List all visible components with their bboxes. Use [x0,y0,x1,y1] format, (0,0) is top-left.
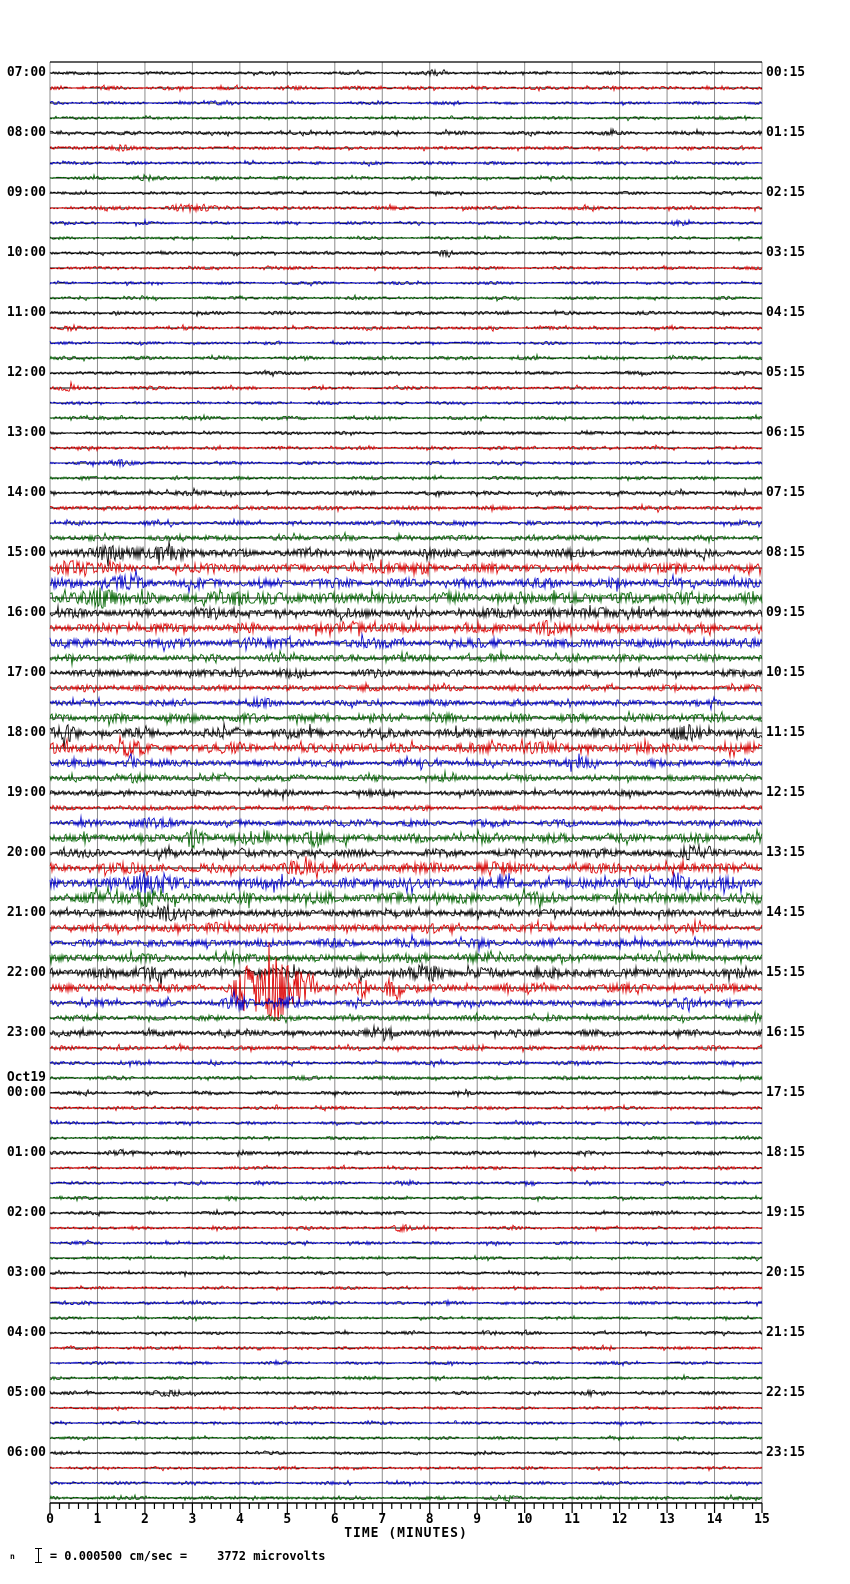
pdt-hour-label: 11:15 [766,725,806,740]
x-axis-tick-label: 2 [141,1512,149,1527]
utc-hour-label: 07:00 [6,65,46,80]
utc-date-rollover-label: Oct19 [6,1070,46,1085]
pdt-hour-label: 21:15 [766,1325,806,1340]
footer-microvolts-text: 3772 microvolts [217,1548,326,1563]
pdt-hour-label: 12:15 [766,785,806,800]
footer-scale-bar-icon [35,1548,42,1563]
x-axis-tick-label: 7 [378,1512,387,1527]
utc-hour-label: 09:00 [6,185,46,200]
utc-hour-label: 15:00 [6,545,46,560]
pdt-hour-label: 06:15 [766,425,806,440]
pdt-hour-label: 16:15 [766,1025,806,1040]
x-axis-tick-label: 3 [188,1512,197,1527]
utc-hour-label: 19:00 [6,785,46,800]
utc-hour-label: 03:00 [6,1265,46,1280]
x-axis-tick-label: 6 [330,1512,339,1527]
x-axis-tick-label: 11 [564,1512,580,1527]
x-axis-tick-label: 0 [46,1512,54,1527]
x-axis-tick-label: 8 [425,1512,434,1527]
footer-scale-text: = 0.000500 cm/sec = [49,1548,188,1563]
utc-hour-label: 22:00 [6,965,46,980]
utc-hour-label: 23:00 [6,1025,46,1040]
x-axis-tick-label: 10 [516,1512,533,1527]
pdt-hour-label: 14:15 [766,905,806,920]
pdt-hour-label: 01:15 [766,125,806,140]
pdt-hour-label: 02:15 [766,185,806,200]
footer-prefix-glyph: n [10,1552,15,1561]
x-axis-tick-label: 15 [754,1512,770,1527]
pdt-hour-label: 07:15 [766,485,806,500]
pdt-hour-label: 23:15 [766,1445,806,1460]
x-axis-tick-label: 14 [706,1512,723,1527]
pdt-hour-label: 08:15 [766,545,806,560]
pdt-hour-label: 22:15 [766,1385,806,1400]
utc-hour-label: 11:00 [6,305,46,320]
utc-hour-label: 00:00 [6,1085,46,1100]
utc-hour-label: 17:00 [6,665,46,680]
x-axis-tick-label: 5 [283,1512,292,1527]
utc-hour-label: 01:00 [6,1145,46,1160]
pdt-hour-label: 10:15 [766,665,806,680]
pdt-hour-label: 05:15 [766,365,806,380]
x-axis-tick-label: 1 [93,1512,102,1527]
utc-hour-label: 20:00 [6,845,46,860]
utc-hour-label: 08:00 [6,125,46,140]
pdt-hour-label: 19:15 [766,1205,806,1220]
x-axis-tick-label: 12 [611,1512,628,1527]
footer-scale-note [10,1548,325,1563]
utc-hour-label: 13:00 [6,425,46,440]
utc-hour-label: 18:00 [6,725,46,740]
pdt-hour-label: 00:15 [766,65,806,80]
utc-hour-label: 06:00 [6,1445,46,1460]
pdt-hour-label: 09:15 [766,605,806,620]
utc-hour-label: 04:00 [6,1325,46,1340]
utc-hour-label: 05:00 [6,1385,46,1400]
pdt-hour-label: 20:15 [766,1265,806,1280]
utc-hour-label: 16:00 [6,605,46,620]
pdt-hour-label: 13:15 [766,845,806,860]
utc-hour-label: 14:00 [6,485,46,500]
x-axis-title: TIME (MINUTES) [344,1526,468,1541]
utc-hour-label: 02:00 [6,1205,46,1220]
utc-hour-label: 12:00 [6,365,46,380]
x-axis-tick-label: 13 [659,1512,675,1527]
pdt-hour-label: 04:15 [766,305,806,320]
pdt-hour-label: 17:15 [766,1085,806,1100]
x-axis-tick-label: 4 [235,1512,244,1527]
pdt-hour-label: 18:15 [766,1145,806,1160]
utc-hour-label: 10:00 [6,245,46,260]
pdt-hour-label: 15:15 [766,965,806,980]
pdt-hour-label: 03:15 [766,245,806,260]
x-axis-tick-label: 9 [473,1512,482,1527]
utc-hour-label: 21:00 [6,905,46,920]
